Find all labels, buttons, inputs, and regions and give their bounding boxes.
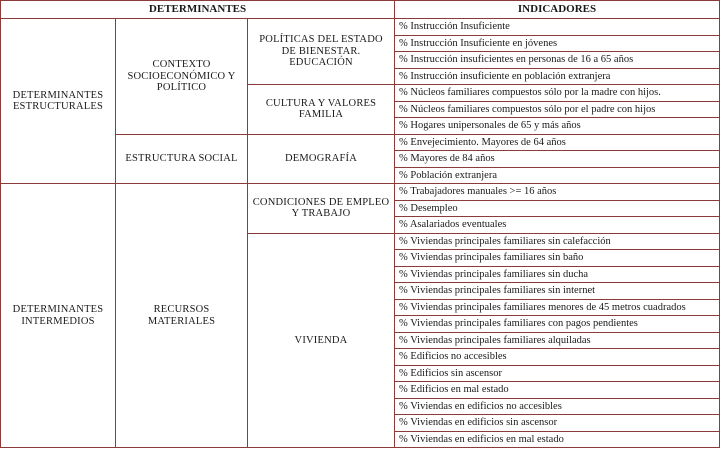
subgroup-contexto: CONTEXTO SOCIOECONÓMICO Y POLÍTICO — [116, 19, 248, 135]
group-intermedios: DETERMINANTES INTERMEDIOS — [1, 184, 116, 448]
header-row — [1, 1, 720, 19]
category-demografia: DEMOGRAFÍA — [248, 134, 395, 184]
indicator-cell: % Viviendas principales familiares sin ducha — [395, 266, 720, 283]
indicator-cell: % Viviendas principales familiares sin internet — [395, 283, 720, 300]
indicator-cell: % Viviendas en edificios en mal estado — [395, 431, 720, 448]
indicator-cell: % Hogares unipersonales de 65 y más años — [395, 118, 720, 135]
indicator-cell: % Núcleos familiares compuestos sólo por el padre con hijos — [395, 101, 720, 118]
indicator-cell: % Desempleo — [395, 200, 720, 217]
indicator-cell: % Mayores de 84 años — [395, 151, 720, 168]
indicator-cell: % Viviendas principales familiares alquiladas — [395, 332, 720, 349]
indicator-cell: % Envejecimiento. Mayores de 64 años — [395, 134, 720, 151]
header-determinantes: DETERMINANTES — [1, 1, 395, 19]
category-politicas: POLÍTICAS DEL ESTADO DE BIENESTAR. EDUCACIÓN — [248, 19, 395, 85]
indicator-cell: % Población extranjera — [395, 167, 720, 184]
group-estructurales: DETERMINANTES ESTRUCTURALES — [1, 19, 116, 184]
table-row — [1, 184, 720, 201]
category-empleo: CONDICIONES DE EMPLEO Y TRABAJO — [248, 184, 395, 234]
indicator-cell: % Viviendas principales familiares con pagos pendientes — [395, 316, 720, 333]
indicator-cell: % Edificios en mal estado — [395, 382, 720, 399]
indicator-cell: % Viviendas en edificios sin ascensor — [395, 415, 720, 432]
indicator-cell: % Asalariados eventuales — [395, 217, 720, 234]
indicator-cell: % Viviendas principales familiares sin calefacción — [395, 233, 720, 250]
indicator-cell: % Edificios no accesibles — [395, 349, 720, 366]
table-row — [1, 19, 720, 36]
indicator-cell: % Viviendas principales familiares sin baño — [395, 250, 720, 267]
indicator-cell: % Instrucción Insuficiente en jóvenes — [395, 35, 720, 52]
subgroup-recursos: RECURSOS MATERIALES — [116, 184, 248, 448]
subgroup-estructura-social: ESTRUCTURA SOCIAL — [116, 134, 248, 184]
indicator-cell: % Viviendas en edificios no accesibles — [395, 398, 720, 415]
indicator-cell: % Instrucción insuficiente en población extranjera — [395, 68, 720, 85]
category-cultura: CULTURA Y VALORES FAMILIA — [248, 85, 395, 135]
indicator-cell: % Instrucción insuficientes en personas de 16 a 65 años — [395, 52, 720, 69]
indicator-cell: % Núcleos familiares compuestos sólo por la madre con hijos. — [395, 85, 720, 102]
indicator-cell: % Trabajadores manuales >= 16 años — [395, 184, 720, 201]
category-vivienda: VIVIENDA — [248, 233, 395, 448]
indicator-cell: % Viviendas principales familiares menores de 45 metros cuadrados — [395, 299, 720, 316]
header-indicadores: INDICADORES — [395, 1, 720, 19]
indicator-cell: % Instrucción Insuficiente — [395, 19, 720, 36]
indicator-cell: % Edificios sin ascensor — [395, 365, 720, 382]
